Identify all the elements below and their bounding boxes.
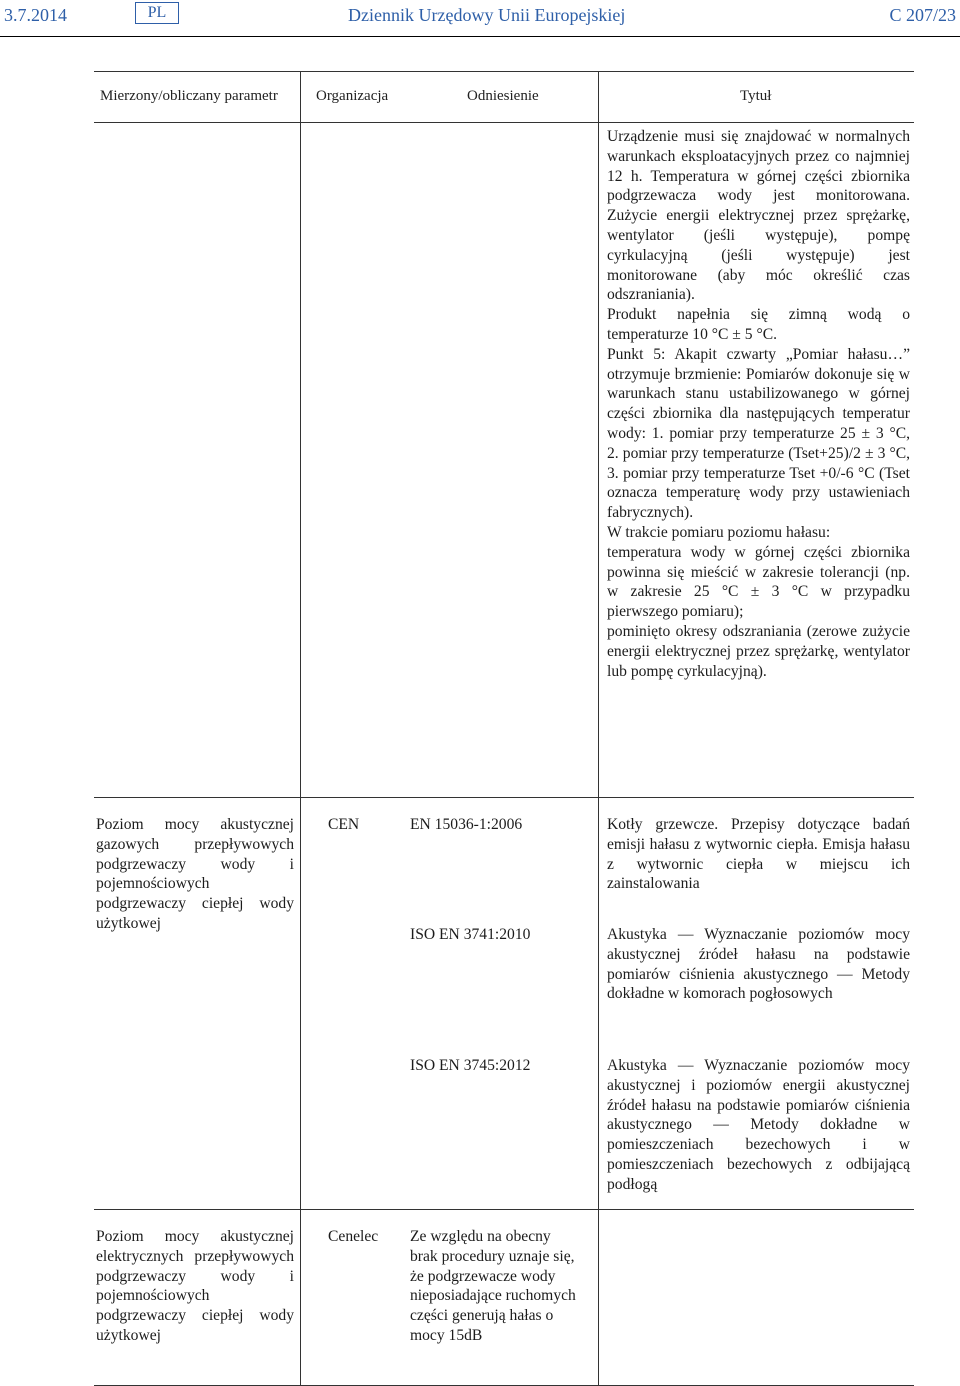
journal-title: Dziennik Urzędowy Unii Europejskiej (348, 5, 626, 25)
column-header-title: Tytuł (740, 88, 772, 104)
table-header-row (94, 71, 914, 123)
title-paragraph: Urządzenie musi się znajdować w normalnych warunkach eksploatacyjnych przez co najmniej 12 h. Temperatura w górnej części zbiornika podgrzewacza wody jest monitorowana. Zużycie energii elektrycznej przez sprężarkę, wentylator (jeśli występuje), pompę cyrkulacyjną (jeśli występuje) jest monitorowane (aby móc określić czas odszraniania). (607, 128, 910, 304)
reference-standard: EN 15036-1:2006 (410, 816, 523, 833)
page-reference: C 207/23 (889, 5, 956, 25)
row-divider (94, 1209, 914, 1210)
title-paragraph: Punkt 5: Akapit czwarty „Pomiar hałasu…” otrzymuje brzmienie: Pomiarów dokonuje się w warunkach stanu ustabilizowanego w górnej części zbiornika dla następujących temperatur wody: 1. pomiar przy temperaturze 25 ± 3 °C, 2. pomiar przy temperaturze (Tset+25)/2 ± 3 °C, 3. pomiar przy temperaturze Tset +0/-6 °C (Tset oznacza temperaturę wody przy ustawieniach fabrycznych). (607, 345, 910, 522)
column-divider (598, 71, 599, 1386)
reference-title: Kotły grzewcze. Przepisy dotyczące badań emisji hałasu z wytwornic ciepła. Emisja hałasu z wytwornic ciepła w miejscu ich zainstalowania (607, 816, 910, 893)
table-row-3-organization: Cenelec (328, 1228, 379, 1245)
title-paragraph: W trakcie pomiaru poziomu hałasu: (607, 523, 831, 541)
title-paragraph: temperatura wody w górnej części zbiornika powinna się mieścić w zakresie tolerancji (np. w zakresie 25 °C ± 3 °C w przypadku pierwszego pomiaru); (607, 543, 910, 621)
table-row-2-parameter: Poziom mocy akustycznej gazowych przepływowych podgrzewaczy wody i pojemnościowych podgrzewaczy ciepłej wody użytkowej (96, 816, 294, 932)
title-paragraph: pominięto okresy odszraniania (zerowe zużycie energii elektrycznej przez sprężarkę, wentylator lub pompę cyrkulacyjną). (607, 622, 910, 680)
table-row-3-parameter: Poziom mocy akustycznej elektrycznych przepływowych podgrzewaczy wody i pojemnościowych podgrzewaczy ciepłej wody użytkowej (96, 1228, 294, 1344)
table-row-3-reference: Ze względu na obecny brak procedury uznaje się, że podgrzewacze wody nieposiadające ruchomych części generują hałas o mocy 15dB (410, 1228, 576, 1344)
language-badge: PL (135, 2, 179, 24)
reference-title: Akustyka — Wyznaczanie poziomów mocy akustycznej źródeł hałasu na podstawie pomiarów ciśnienia akustycznego — Metody dokładne w komorach pogłosowych (607, 926, 910, 1003)
table-row-1-title (607, 127, 910, 681)
publication-date: 3.7.2014 (4, 5, 67, 25)
column-header-reference: Odniesienie (467, 88, 539, 104)
row-divider (94, 797, 914, 798)
page-header (0, 0, 960, 37)
table-row-2-organization: CEN (328, 816, 360, 833)
reference-standard: ISO EN 3741:2010 (410, 926, 531, 943)
reference-standard: ISO EN 3745:2012 (410, 1057, 531, 1074)
column-header-parameter: Mierzony/obliczany parametr (100, 88, 278, 104)
reference-title: Akustyka — Wyznaczanie poziomów mocy akustycznej i poziomów energii akustycznej źródeł hałasu na podstawie pomiarów ciśnienia akustycznego — Metody dokładne w pomieszczeniach bezechowych i w pomieszczeniach bezechowych z odbijającą podłogą (607, 1057, 910, 1193)
column-header-organization: Organizacja (316, 88, 389, 104)
title-paragraph: Produkt napełnia się zimną wodą o temperaturze 10 °C ± 5 °C. (607, 306, 910, 343)
column-divider (300, 71, 301, 1386)
